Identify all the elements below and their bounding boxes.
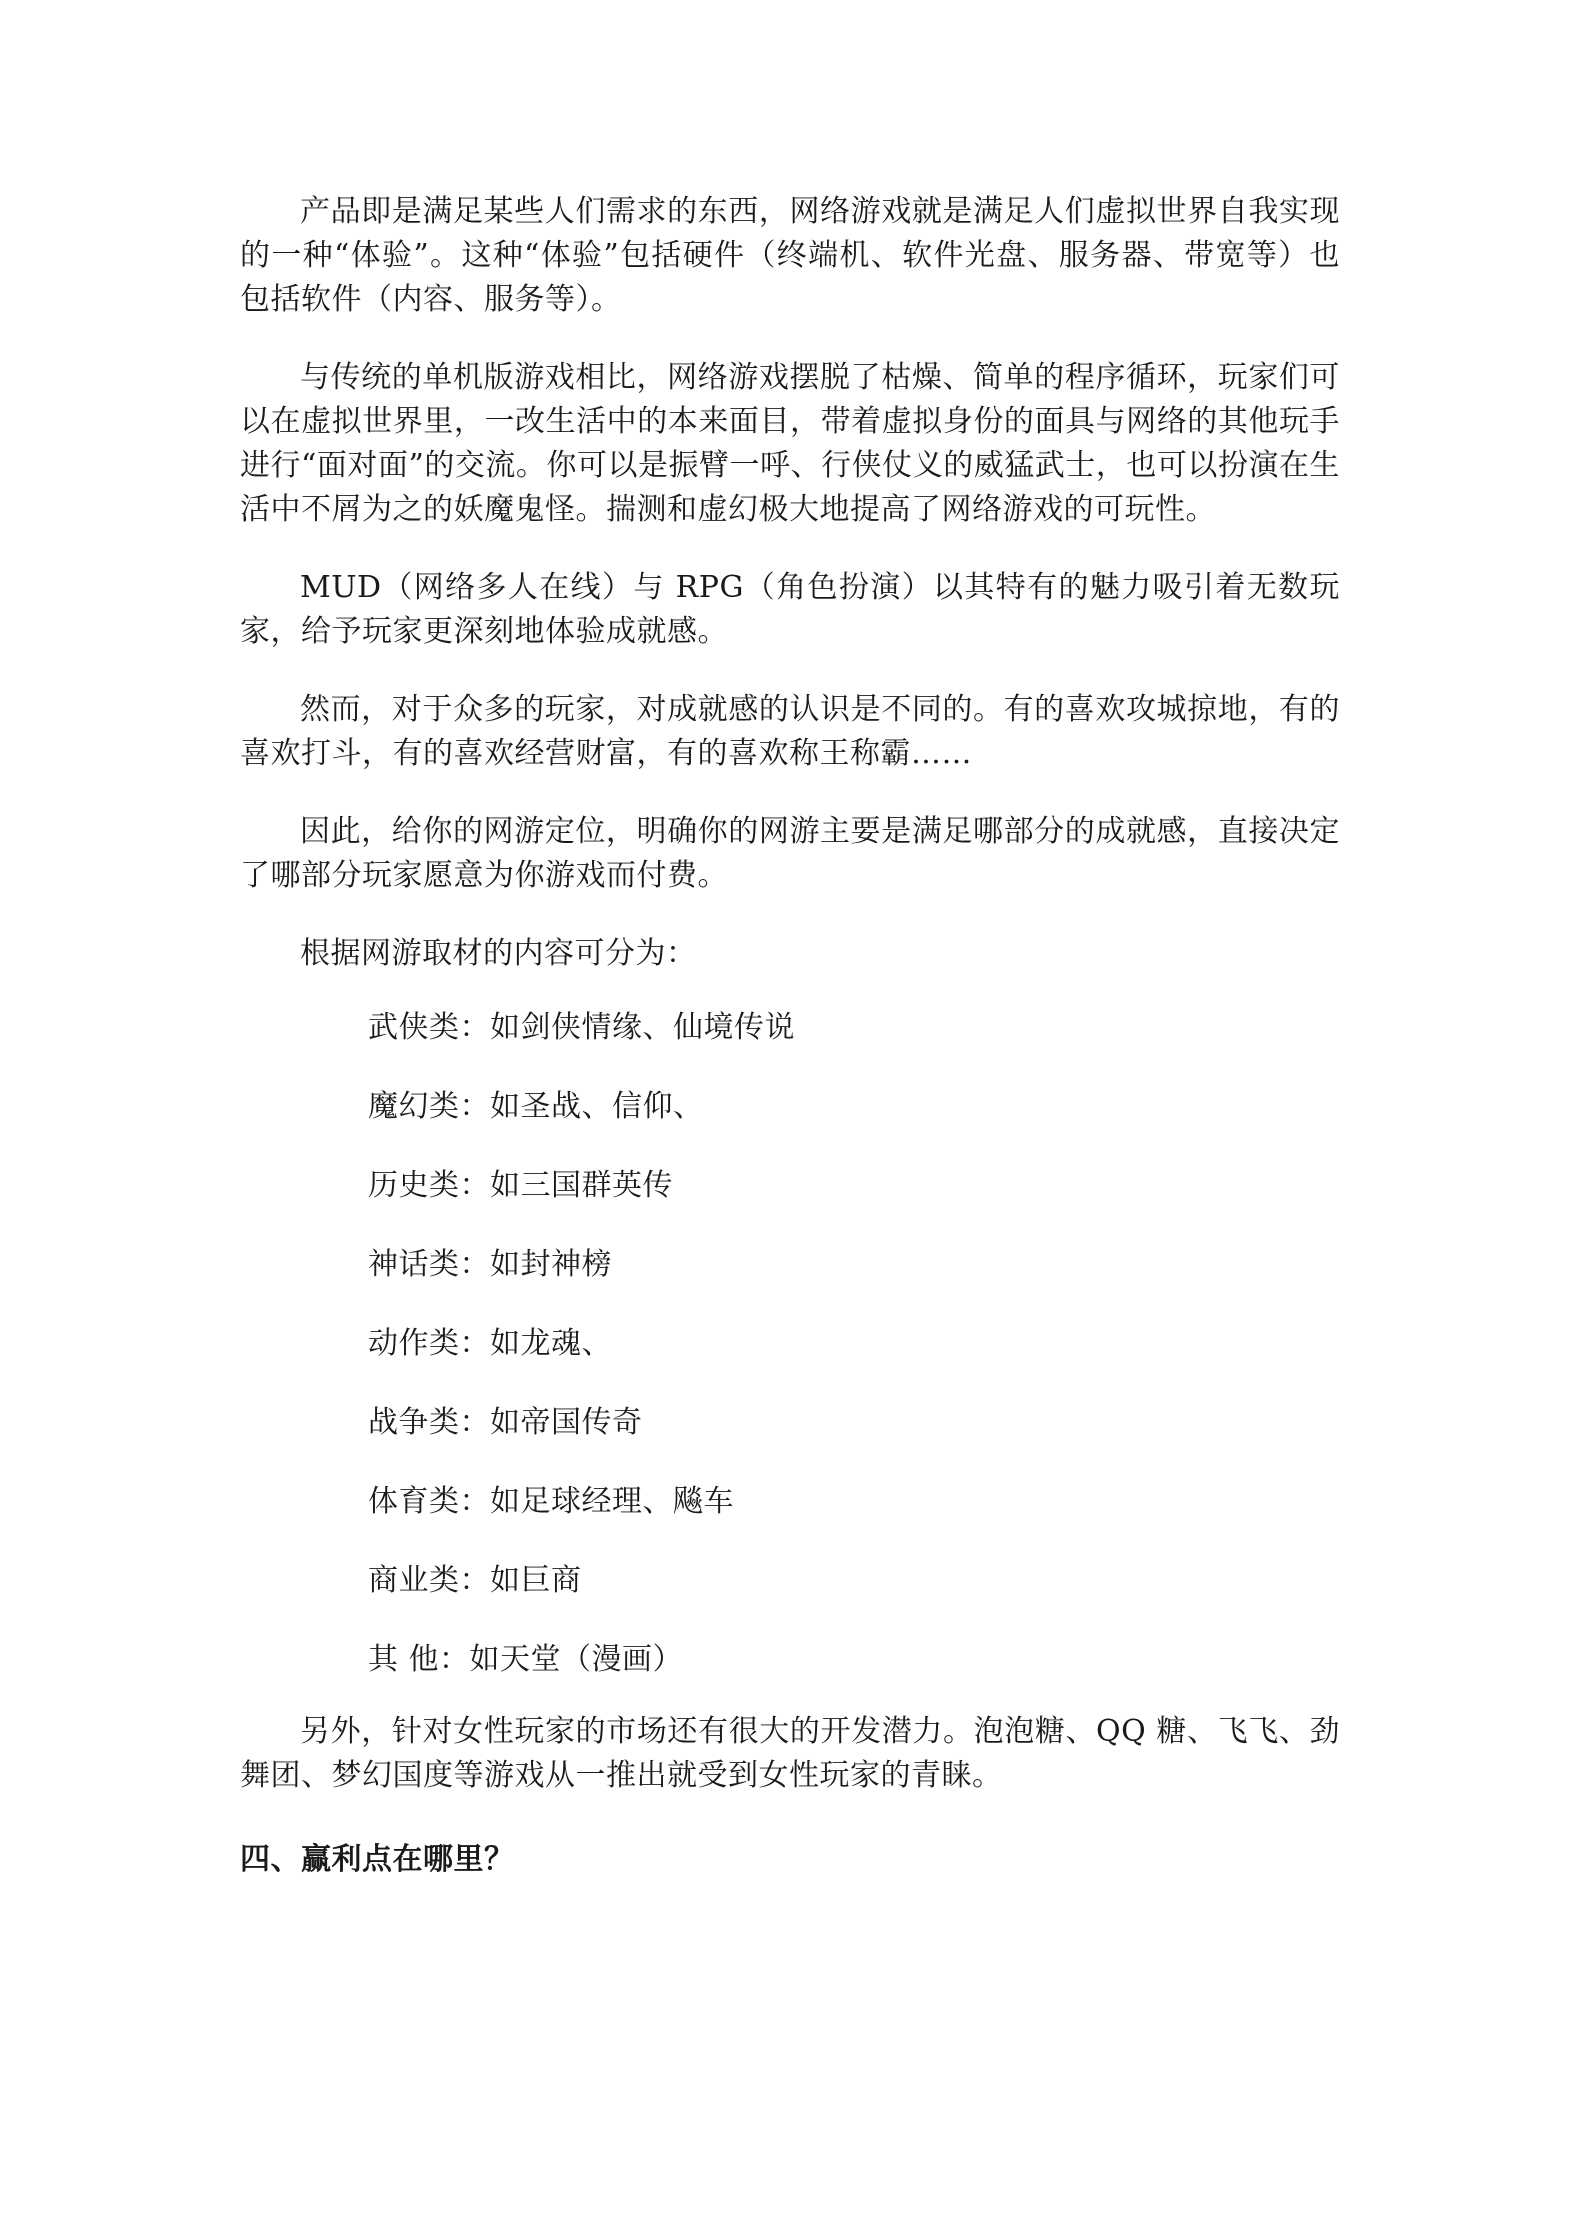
paragraph-female-market: 另外，针对女性玩家的市场还有很大的开发潜力。泡泡糖、QQ 糖、飞飞、劲舞团、梦幻国度等游戏从一推出就受到女性玩家的青睐。 (240, 1714, 1340, 1793)
game-category-list (240, 1006, 1340, 1682)
paragraph-achievement: 然而，对于众多的玩家，对成就感的认识是不同的。有的喜欢攻城掠地，有的喜欢打斗，有的喜欢经营财富，有的喜欢称王称霸…… (240, 692, 1340, 771)
list-item: 动作类：如龙魂、 (368, 1326, 612, 1361)
list-item: 体育类：如足球经理、飚车 (368, 1484, 734, 1519)
section-heading: 四、赢利点在哪里？ (240, 1842, 515, 1877)
list-item: 战争类：如帝国传奇 (368, 1405, 643, 1440)
list-item: 神话类：如封神榜 (368, 1247, 612, 1282)
list-item: 武侠类：如剑侠情缘、仙境传说 (368, 1010, 795, 1045)
paragraph-product-definition: 产品即是满足某些人们需求的东西，网络游戏就是满足人们虚拟世界自我实现的一种“体验”。这种“体验”包括硬件（终端机、软件光盘、服务器、带宽等）也包括软件（内容、服务等）。 (240, 194, 1340, 317)
document-body (240, 190, 1340, 1882)
paragraph-online-vs-standalone: 与传统的单机版游戏相比，网络游戏摆脱了枯燥、简单的程序循环，玩家们可以在虚拟世界里，一改生活中的本来面目，带着虚拟身份的面具与网络的其他玩手进行“面对面”的交流。你可以是振臂一呼、行侠仗义的威猛武士，也可以扮演在生活中不屑为之的妖魔鬼怪。揣测和虚幻极大地提高了网络游戏的可玩性。 (240, 360, 1340, 527)
paragraph-category-intro: 根据网游取材的内容可分为： (300, 936, 697, 971)
list-item: 历史类：如三国群英传 (368, 1168, 673, 1203)
list-item: 魔幻类：如圣战、信仰、 (368, 1089, 704, 1124)
paragraph-positioning: 因此，给你的网游定位，明确你的网游主要是满足哪部分的成就感，直接决定了哪部分玩家愿意为你游戏而付费。 (240, 814, 1340, 893)
paragraph-mud-rpg: MUD（网络多人在线）与 RPG（角色扮演）以其特有的魅力吸引着无数玩家，给予玩家更深刻地体验成就感。 (240, 570, 1340, 649)
list-item: 其 他：如天堂（漫画） (368, 1642, 684, 1677)
list-item: 商业类：如巨商 (368, 1563, 582, 1598)
